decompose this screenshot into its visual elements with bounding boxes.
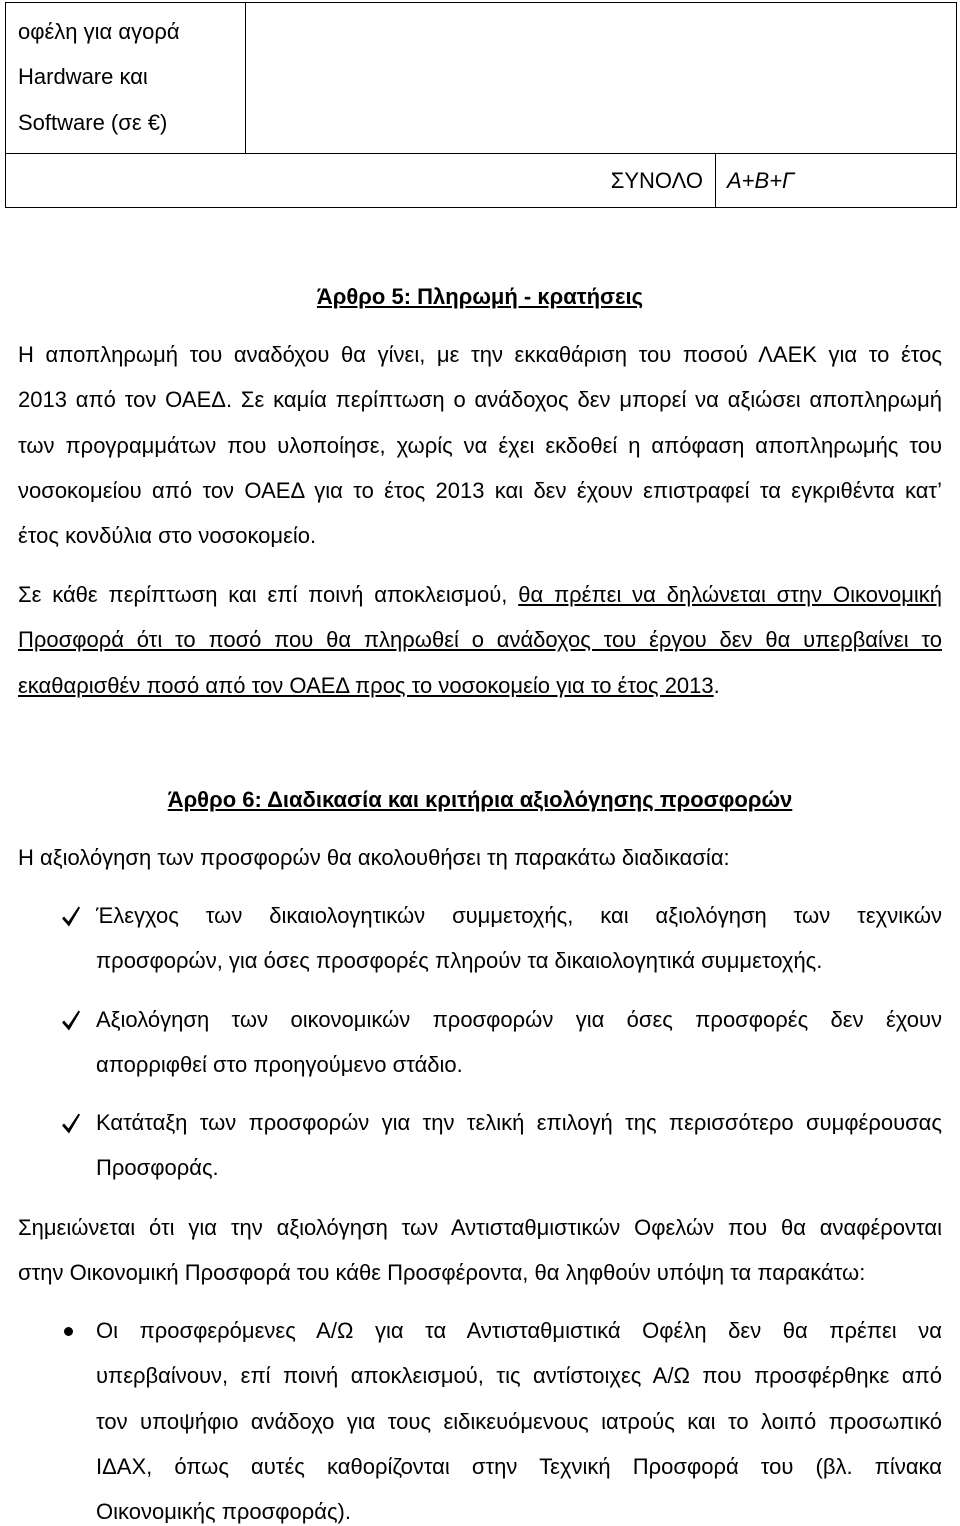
article-6-heading-text: Άρθρο 6: Διαδικασία και κριτήρια αξιολόγησης προσφορών	[167, 787, 793, 812]
text-line: στην Οικονομική Προσφορά του κάθε Προσφέροντα, θα ληφθούν υπόψη τα παρακάτω:	[18, 1260, 866, 1286]
step-text	[96, 903, 942, 974]
declaration-underlined-text: Προσφορά ότι το ποσό που θα πληρωθεί ο ανάδοχος του έργου δεν θα υπερβαίνει το	[18, 627, 942, 653]
step-text	[96, 1007, 942, 1078]
cost-label-line: οφέλη για αγορά	[18, 19, 180, 44]
check-icon	[62, 906, 80, 927]
text-line: έτος κονδύλια στο νοσοκομείο.	[18, 523, 317, 549]
declaration-underlined-text: εκαθαρισθέν ποσό από τον ΟΑΕΔ προς το νοσοκομείο για το έτος 2013	[18, 672, 714, 698]
check-icon	[62, 1113, 80, 1134]
evaluation-intro	[18, 845, 942, 871]
text-line: υπερβαίνουν, επί ποινή αποκλεισμού, τις αντίστοιχες Α/Ω που προσφέρθηκε από	[96, 1363, 942, 1389]
bullet-icon	[64, 1327, 73, 1336]
text-line: Η αξιολόγηση των προσφορών θα ακολουθήσει τη παρακάτω διαδικασία:	[18, 845, 730, 870]
article-5-heading-text: Άρθρο 5: Πληρωμή - κρατήσεις	[316, 284, 644, 309]
text-line	[18, 582, 942, 608]
text-line: προσφορών, για όσες προσφορές πληρούν τα δικαιολογητικά συμμετοχής.	[96, 948, 823, 974]
text-line: Οικονομικής προσφοράς).	[96, 1499, 351, 1525]
declaration-plain-text: .	[713, 672, 720, 698]
article-6-heading	[18, 787, 942, 813]
condition-text	[96, 1318, 942, 1525]
cost-table	[5, 2, 957, 208]
total-label-cell	[6, 154, 716, 207]
text-line	[18, 673, 942, 699]
cost-label-line: Software (σε €)	[18, 109, 168, 135]
text-line: Προσφοράς.	[96, 1155, 219, 1181]
text-line: των προγραμμάτων που υλοποίησε, χωρίς να έχει εκδοθεί η απόφαση αποπληρωμής του	[18, 432, 942, 458]
step-text	[96, 1110, 942, 1181]
text-line: τον υποψήφιο ανάδοχο για τους ειδικευόμενους ιατρούς και το λοιπό προσωπικό	[96, 1408, 942, 1434]
text-line	[18, 627, 942, 653]
text-line: Κατάταξη των προσφορών για την τελική επιλογή της περισσότερο συμφέρουσας	[96, 1110, 942, 1135]
check-icon	[62, 1010, 80, 1031]
text-line: Οι προσφερόμενες Α/Ω για τα Αντισταθμιστικά Οφέλη δεν θα πρέπει να	[96, 1318, 942, 1343]
total-formula: Α+Β+Γ	[727, 168, 795, 193]
text-line: Έλεγχος των δικαιολογητικών συμμετοχής, και αξιολόγηση των τεχνικών	[96, 903, 942, 928]
article-5-heading	[18, 284, 942, 310]
cost-label-cell	[6, 3, 246, 154]
offset-benefits-note	[18, 1215, 942, 1286]
step-item	[18, 1007, 942, 1078]
text-line: νοσοκομείου από τον ΟΑΕΔ για το έτος 2013 και δεν έχουν επιστραφεί τα εγκριθέντα κατ’	[18, 477, 942, 503]
text-line: 2013 από τον ΟΑΕΔ. Σε καμία περίπτωση ο ανάδοχος δεν μπορεί να αξιώσει αποπληρωμή	[18, 387, 942, 413]
declaration-paragraph	[18, 582, 942, 699]
declaration-underlined-text: θα πρέπει να δηλώνεται στην Οικονομική	[518, 582, 942, 607]
text-line: Αξιολόγηση των οικονομικών προσφορών για όσες προσφορές δεν έχουν	[96, 1007, 942, 1032]
text-line: Σημειώνεται ότι για την αξιολόγηση των Αντισταθμιστικών Οφελών που θα αναφέρονται	[18, 1215, 942, 1240]
step-item	[18, 1110, 942, 1181]
declaration-plain-text: Σε κάθε περίπτωση και επί ποινή αποκλεισμού,	[18, 582, 508, 607]
cost-value-cell	[246, 3, 956, 154]
text-line: απορριφθεί στο προηγούμενο στάδιο.	[96, 1052, 463, 1078]
total-formula-cell	[716, 154, 956, 207]
text-line: Η αποπληρωμή του αναδόχου θα γίνει, με την εκκαθάριση του ποσού ΛΑΕΚ για το έτος	[18, 342, 942, 367]
total-label: ΣΥΝΟΛΟ	[610, 168, 703, 193]
step-item	[18, 903, 942, 974]
text-line: ΙΔΑΧ, όπως αυτές καθορίζονται στην Τεχνική Προσφορά του (βλ. πίνακα	[96, 1453, 942, 1479]
condition-item	[18, 1318, 942, 1525]
payment-paragraph	[18, 342, 942, 549]
cost-label-line: Hardware και	[18, 64, 148, 90]
